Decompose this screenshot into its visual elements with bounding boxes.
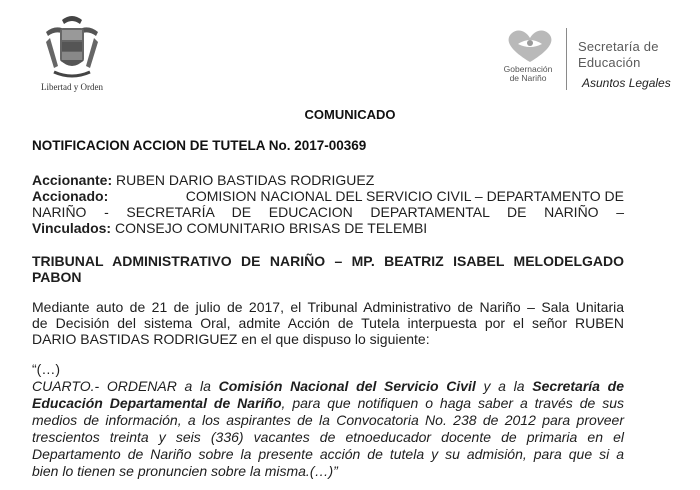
document-title: COMUNICADO bbox=[304, 107, 396, 122]
accionado-value-line2: NARIÑO - SECRETARÍA DE EDUCACION DEPARTAMENTAL DE NARIÑO – bbox=[32, 204, 624, 220]
quote-line1-c: y a la bbox=[475, 378, 533, 394]
quote-line2-b: , para que notifiquen o haga saber a través de sus bbox=[281, 395, 624, 411]
paragraph-line3: DARIO BASTIDAS RODRIGUEZ en el que dispuso lo siguiente: bbox=[32, 331, 430, 347]
quote-line3: medios de información, a los aspirantes de la Convocatoria No. 238 de 2012 para proveer bbox=[32, 412, 624, 428]
gobernacion-caption-line2: de Nariño bbox=[509, 73, 547, 83]
gobernacion-caption-line1: Gobernación bbox=[503, 64, 553, 74]
header-divider bbox=[566, 28, 567, 90]
accionante-label: Accionante: bbox=[32, 172, 113, 188]
quote-line5: Departamento de Nariño sobre la presente acción de tutela y su admisión, para que si a bbox=[32, 446, 624, 462]
quote-line1 bbox=[32, 378, 624, 395]
quote-line1-b: Comisión Nacional del Servicio Civil bbox=[218, 378, 476, 394]
accionado-row bbox=[32, 188, 624, 205]
quote-line1-d: Secretaría de bbox=[532, 378, 624, 394]
secretaria-line1: Secretaría de bbox=[578, 39, 659, 54]
accionado-label: Accionado: bbox=[32, 188, 109, 204]
accionante-value: RUBEN DARIO BASTIDAS RODRIGUEZ bbox=[112, 172, 375, 188]
paragraph-line1: Mediante auto de 21 de julio de 2017, el Tribunal Administrativo de Nariño – Sala Unitaria bbox=[32, 299, 624, 315]
accionante-row bbox=[32, 172, 374, 189]
secretaria-line2: Educación bbox=[578, 55, 641, 70]
quote-line1-a: CUARTO.- ORDENAR a la bbox=[32, 378, 219, 394]
gobernacion-caption bbox=[486, 65, 570, 83]
notification-heading: NOTIFICACION ACCION DE TUTELA No. 2017-00369 bbox=[32, 138, 367, 153]
vinculados-label: Vinculados: bbox=[32, 220, 112, 236]
paragraph-line2: de Decisión del sistema Oral, admite Acción de Tutela interpuesta por el señor RUBEN bbox=[32, 315, 624, 331]
quote-line2-a: Educación Departamental de Nariño bbox=[32, 395, 282, 411]
quote-line6: bien lo tienen se pronuncien sobre la misma.(…)” bbox=[32, 463, 338, 479]
quote-line2 bbox=[32, 395, 624, 412]
gobernacion-narino-logo bbox=[498, 28, 562, 64]
coat-of-arms-caption: Libertad y Orden bbox=[41, 82, 103, 92]
accionado-value-line1: COMISION NACIONAL DEL SERVICIO CIVIL – DEPARTAMENTO DE bbox=[185, 188, 624, 204]
asuntos-legales: Asuntos Legales bbox=[582, 76, 671, 90]
tribunal-line1: TRIBUNAL ADMINISTRATIVO DE NARIÑO – MP. BEATRIZ ISABEL MELODELGADO bbox=[32, 253, 624, 269]
vinculados-row bbox=[32, 220, 427, 237]
tribunal-line2: PABON bbox=[32, 269, 82, 285]
quote-open: “(…) bbox=[32, 361, 60, 377]
vinculados-value: CONSEJO COMUNITARIO BRISAS DE TELEMBI bbox=[111, 220, 428, 236]
quote-line4: trescientos treinta y seis (336) vacantes de etnoeducador docente de primaria en el bbox=[32, 429, 624, 445]
